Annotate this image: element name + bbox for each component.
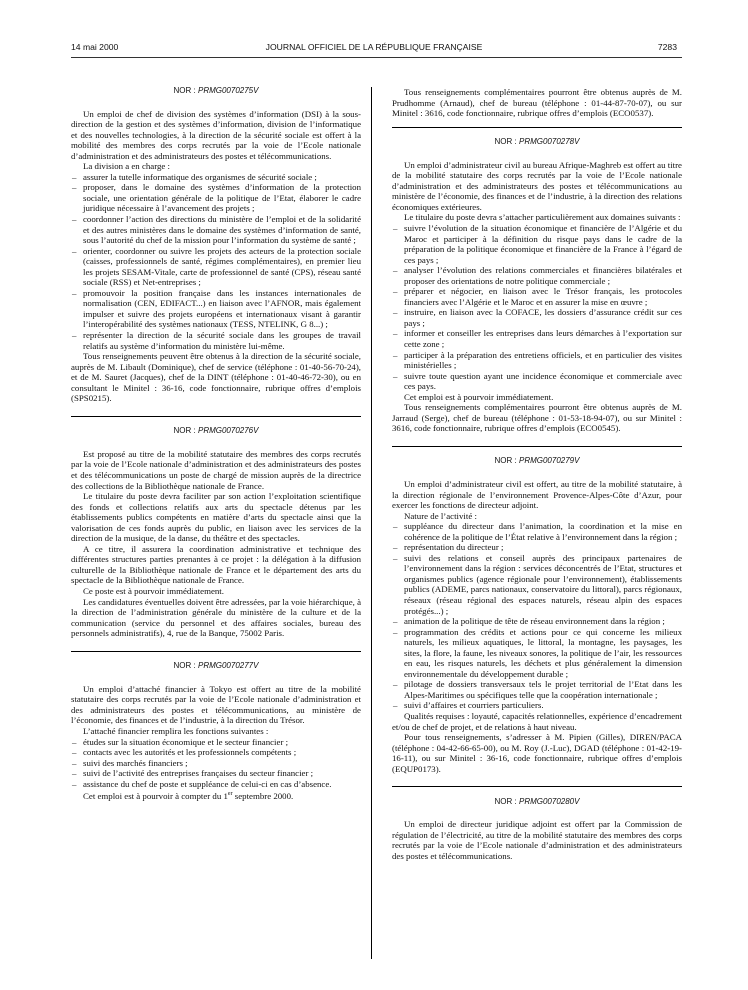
duty-list xyxy=(71,172,361,351)
nor-label: NOR : xyxy=(173,661,196,671)
nor-reference xyxy=(71,661,361,672)
list-item: – contacts avec les autorités et les professionnels compétents ; xyxy=(71,747,361,758)
list-item: – suivre toute question ayant une incidence économique et commerciale avec ces pays. xyxy=(392,371,682,392)
paragraph: Le titulaire du poste devra faciliter par son action l’exploitation scientifique des fonds et collections relatifs aux arts du spectacle détenus par les établissements publics compétents en matière d’arts du spectacle ainsi que la valorisation de ces fonds auprès du public, en liaison avec les services de la direction de la musique, de la danse, du théâtre et des spectacles. xyxy=(71,491,361,544)
section-divider xyxy=(71,416,361,417)
list-item: – analyser l’évolution des relations commerciales et financières bilatérales et proposer des orientations de notre politique commerciale ; xyxy=(392,265,682,286)
paragraph: Tous renseignements complémentaires pourront être obtenus auprès de M. Jarraud (Serge), chef de bureau (téléphone : 01-53-18-94-07), ou sur Minitel : 3616, code fonctionnaire, rubrique offres d’emplois (ECO0545). xyxy=(392,402,682,434)
nor-label: NOR : xyxy=(173,426,196,436)
section-divider xyxy=(392,786,682,787)
duty-list xyxy=(71,737,361,790)
list-item: – suivi d’affaires et courriers particuliers. xyxy=(392,700,682,711)
journal-title: JOURNAL OFFICIEL DE LA RÉPUBLIQUE FRANÇAISE xyxy=(265,42,483,52)
paragraph: A ce titre, il assurera la coordination administrative et technique des différentes structures parties prenantes à ce projet : la délégation à la diffusion culturelle de la Bibliothèque nationale de France et le département des arts du spectacle de la Bibliothèque nationale de France. xyxy=(71,543,361,586)
page-number: 7283 xyxy=(657,42,677,52)
list-item: – coordonner l’action des directions du ministère de l’emploi et de la solidarité et des autres ministères dans le domaine des systèmes d’information de santé, sous l’autorité du chef de la mission pour l’information du système de santé ; xyxy=(71,214,361,246)
paragraph: Nature de l’activité : xyxy=(404,510,477,521)
list-item: – informer et conseiller les entreprises dans leurs démarches à l’exportation sur cette zone ; xyxy=(392,328,682,349)
header-date: 14 mai 2000 xyxy=(71,42,119,52)
duty-list xyxy=(392,521,682,711)
paragraph: Un emploi d’administrateur civil est offert, au titre de la mobilité statutaire, à la direction régionale de l’environnement Provence-Alpes-Côte d’Azur, pour exercer les fonctions de directeur adjoint. xyxy=(392,478,682,511)
duty-list xyxy=(392,223,682,392)
paragraph: Pour tous renseignements, s’adresser à M. Pipien (Gilles), DIREN/PACA (téléphone : 04-42-66-65-00), ou M. Roy (J.-Luc), DGAD (téléphone : 01-42-19-16-11), ou sur Minitel : 36-16, code fonctionnaire, rubrique offres d’emplois (EQUP0173). xyxy=(392,732,682,774)
nor-label: NOR : xyxy=(494,796,517,806)
section-divider xyxy=(392,127,682,128)
list-item: – suivre l’évolution de la situation économique et financière de l’Algérie et du Maroc et participer à la définition du risque pays dans le cadre de la préparation de la politique économique et financière de la France à l’égard de ces pays ; xyxy=(392,223,682,265)
paragraph: Les candidatures éventuelles doivent être adressées, par la voie hiérarchique, à la direction de l’administration générale du ministère de la culture et de la communication (service du personnel et des affaires sociales, bureau des personnels administratifs), 4, rue de la Banque, 75002 Paris. xyxy=(71,596,361,639)
paragraph: Ce poste est à pourvoir immédiatement. xyxy=(83,586,224,597)
list-item: – instruire, en liaison avec la COFACE, les dossiers d’assurance crédit sur ces pays ; xyxy=(392,307,682,328)
nor-label: NOR : xyxy=(173,86,196,95)
text-fragment: Cet emploi est à pourvoir à compter du 1 xyxy=(83,791,228,802)
nor-reference xyxy=(392,456,682,467)
nor-reference xyxy=(392,137,682,148)
list-item: – suivi de l’activité des entreprises françaises du secteur financier ; xyxy=(71,768,361,779)
section-divider xyxy=(392,446,682,447)
list-item: – proposer, dans le domaine des systèmes d’information de la protection sociale, une orientation générale de la politique de l’Etat, élaborer le cadre juridique nécessaire à l’avancement des projets ; xyxy=(71,182,361,214)
list-item: – animation de la politique de tête de réseau environnement dans la région ; xyxy=(392,616,682,627)
list-item: – représentation du directeur ; xyxy=(392,542,682,553)
paragraph: L’attaché financier remplira les fonctions suivantes : xyxy=(83,725,269,736)
paragraph: Tous renseignements complémentaires pourront être obtenus auprès de M. Prudhomme (Arnaud), chef de bureau (téléphone : 01-44-87-70-07), ou sur Minitel : 3616, code fonctionnaire, rubrique offres d’emplois (ECO0537). xyxy=(392,87,682,119)
nor-label: NOR : xyxy=(494,137,517,147)
list-item: – suppléance du directeur dans l’animation, la coordination et la mise en cohérence de la politique de l’État relative à l’environnement dans la région ; xyxy=(392,521,682,542)
paragraph: Un emploi d’attaché financier à Tokyo est offert au titre de la mobilité statutaire des corps recrutés par la voie de l’Ecole nationale d’administration et des administrateurs des postes et télécommunications, au ministère de l’économie, des finances et de l’industrie, à la direction du Trésor. xyxy=(71,683,361,726)
paragraph: Un emploi de chef de division des systèmes d’information (DSI) à la sous-direction de la gestion et des systèmes d’information, division de l’informatique et des nouvelles technologies, à la direction de la sécurité sociale est offert à la mobilité des membres des corps recrutés par la voie de l’Ecole nationale d’administration et des administrateurs des postes et télécommunications. xyxy=(71,108,361,161)
nor-code: PRMG0070275V xyxy=(197,86,259,95)
nor-code: PRMG0070280V xyxy=(518,796,580,806)
left-column xyxy=(71,86,361,802)
column-separator xyxy=(371,87,372,959)
list-item: – promouvoir la position française dans les instances internationales de normalisation (CEN, EDIFACT...) en liaison avec l’AFNOR, mais également impulser et suivre des projets européens et internationaux visant à garantir l’interopérabilité des systèmes nationaux (TESS, NTELINK, G 8...) ; xyxy=(71,288,361,330)
ordinal-suffix: er xyxy=(227,791,233,798)
nor-code: PRMG0070277V xyxy=(197,661,259,671)
paragraph: La division a en charge : xyxy=(83,161,171,172)
text-fragment: septembre 2000. xyxy=(232,791,294,802)
paragraph: Le titulaire du poste devra s’attacher particulièrement aux domaines suivants : xyxy=(404,212,681,223)
header-rule xyxy=(71,57,682,58)
list-item: – suivi des marchés financiers ; xyxy=(71,758,361,769)
page-header xyxy=(0,40,748,56)
list-item: – assurer la tutelle informatique des organismes de sécurité sociale ; xyxy=(71,172,361,183)
list-item: – études sur la situation économique et le secteur financier ; xyxy=(71,737,361,748)
list-item: – participer à la préparation des entretiens officiels, et en particulier des visites ministérielles ; xyxy=(392,350,682,371)
nor-code: PRMG0070279V xyxy=(518,456,580,466)
list-item: – orienter, coordonner ou suivre les projets des acteurs de la protection sociale (caisses, professionnels de santé, régimes complémentaires), en premier lieu les projets SESAM-Vitale, carte de professionnel de santé (CPS), réseau santé sociale (RSS) et Net-entreprises ; xyxy=(71,246,361,288)
paragraph: Tous renseignements peuvent être obtenus à la direction de la sécurité sociale, auprès de M. Libault (Dominique), chef de service (téléphone : 01-40-56-70-24), et de M. Sauret (Jacques), chef de la DINT (téléphone : 01-40-46-72-30), ou en consultant le Minitel : 36-16, code fonctionnaire, rubrique offres d’emplois (SPS0215). xyxy=(71,351,361,404)
list-item: – assistance du chef de poste et suppléance de celui-ci en cas d’absence. xyxy=(71,779,361,790)
nor-label: NOR : xyxy=(494,456,517,466)
paragraph: Qualités requises : loyauté, capacités relationnelles, expérience d’encadrement et/ou de chef de projet, et de relations à haut niveau. xyxy=(392,710,682,732)
nor-reference xyxy=(71,86,361,97)
list-item: – pilotage de dossiers transversaux tels le projet territorial de l’Etat dans les Alpes-Maritimes ou spécifiques telle que la coopération internationale ; xyxy=(392,679,682,700)
nor-reference xyxy=(71,426,361,437)
list-item: – préparer et négocier, en liaison avec le Trésor français, les protocoles financiers avec l’Algérie et le Maroc et en assurer la mise en œuvre ; xyxy=(392,286,682,307)
paragraph: Un emploi d’administrateur civil au bureau Afrique-Maghreb est offert au titre de la mobilité statutaire des corps recrutés par la voie de l’Ecole nationale d’administration et des administrateurs des postes et télécommunications au ministère de l’économie, des finances et de l’industrie, à la direction des relations économiques extérieures. xyxy=(392,159,682,212)
paragraph: Un emploi de directeur juridique adjoint est offert par la Commission de régulation de l’électricité, au titre de la mobilité statutaire des membres des corps recrutés par la voie de l’Ecole nationale d’administration et des administrateurs des postes et télécommunications. xyxy=(392,819,682,861)
list-item: – représenter la direction de la sécurité sociale dans les groupes de travail relatifs au système d’information du ministère lui-même. xyxy=(71,330,361,351)
nor-code: PRMG0070278V xyxy=(518,137,580,147)
nor-reference xyxy=(392,797,682,808)
nor-code: PRMG0070276V xyxy=(197,426,259,436)
paragraph: Cet emploi est à pourvoir immédiatement. xyxy=(404,391,554,402)
list-item: – programmation des crédits et actions pour ce qui concerne les milieux naturels, les milieux aquatiques, le littoral, la montagne, les paysages, les sites, la flore, la faune, les niveaux sonores, la politique de l’air, les ressources en eau, les risques naturels, les déchets et plus généralement la dimension environnementale du développement durable ; xyxy=(392,627,682,680)
right-column xyxy=(392,87,682,862)
paragraph xyxy=(71,789,361,801)
paragraph: Est proposé au titre de la mobilité statutaire des membres des corps recrutés par la voie de l’Ecole nationale d’administration et des administrateurs des postes et des télécommunications un poste de chargé de mission auprès de la directrice des collections de la Bibliothèque nationale de France. xyxy=(71,448,361,491)
list-item: – suivi des relations et conseil auprès des principaux partenaires de l’environnement dans la région : services déconcentrés de l’Etat, structures et organismes publics (agence régionale pour l’environnement), établissements publics (ADEME, parcs nationaux, conservatoire du littoral), parcs régionaux, réseaux (réseau régional des espaces naturels, réseau alpin des espaces protégés...) ; xyxy=(392,553,682,616)
section-divider xyxy=(71,651,361,652)
